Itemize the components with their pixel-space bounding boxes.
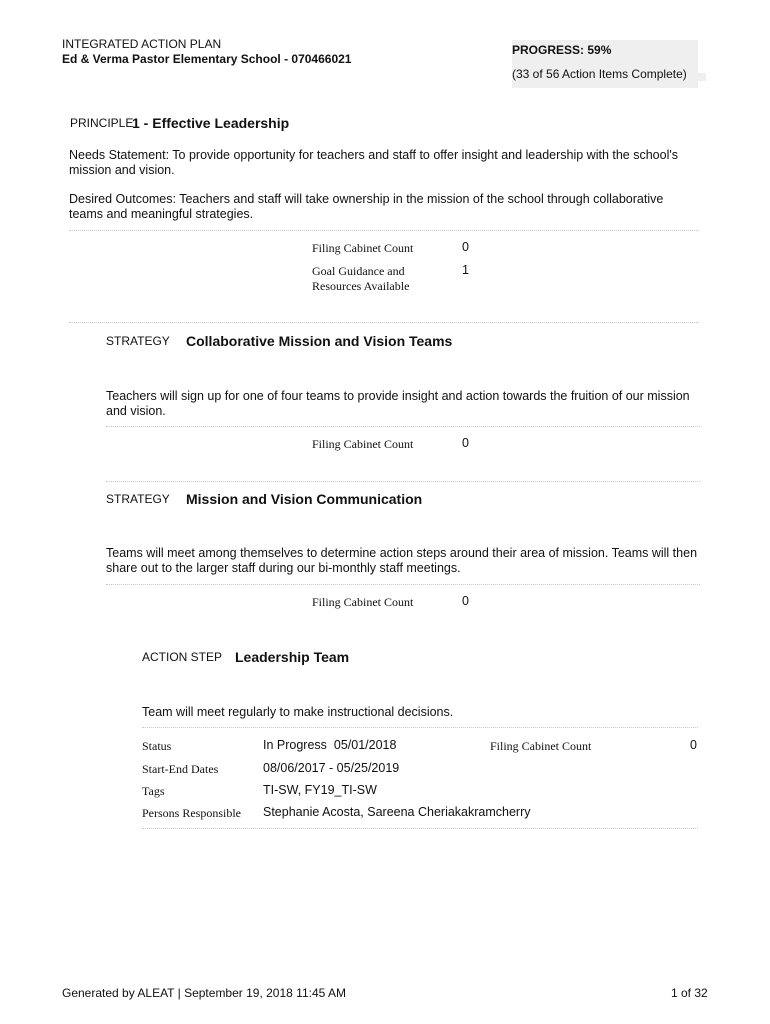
action-step-description: Team will meet regularly to make instructional decisions.: [142, 705, 454, 719]
principle-filing-value: 0: [462, 240, 469, 254]
strategy-label: STRATEGY: [106, 334, 170, 348]
action-filing-label: Filing Cabinet Count: [490, 739, 592, 753]
strategy-title: Collaborative Mission and Vision Teams: [186, 333, 453, 349]
tags-label: Tags: [142, 784, 165, 798]
plan-title: INTEGRATED ACTION PLAN: [62, 37, 222, 51]
footer-page-number: 1 of 32: [671, 986, 708, 1000]
action-filing-value: 0: [690, 738, 697, 752]
strategy-filing-label: Filing Cabinet Count: [312, 595, 414, 609]
school-name: Ed & Verma Pastor Elementary School - 070466021: [62, 52, 352, 66]
goal-guidance-label: Goal Guidance and Resources Available: [312, 264, 410, 293]
principle-filing-label: Filing Cabinet Count: [312, 241, 414, 255]
strategy-title: Mission and Vision Communication: [186, 491, 423, 507]
strategy-filing-label: Filing Cabinet Count: [312, 437, 414, 451]
dates-value: 08/06/2017 - 05/25/2019: [263, 761, 400, 775]
persons-label: Persons Responsible: [142, 806, 241, 820]
progress-detail: (33 of 56 Action Items Complete): [512, 67, 687, 81]
status-label: Status: [142, 739, 172, 753]
action-step-title: Leadership Team: [235, 649, 350, 665]
status-value: In Progress 05/01/2018: [263, 738, 397, 752]
goal-guidance-value: 1: [462, 263, 469, 277]
strategy-description: Teams will meet among themselves to determine action steps around their area of mission. Teams will then share out to the larger staff during our bi-monthly staff meetings.: [106, 546, 698, 575]
footer-generated: Generated by ALEAT | September 19, 2018 11:45 AM: [62, 986, 346, 1000]
progress-label: PROGRESS: 59%: [512, 43, 612, 57]
strategy-filing-value: 0: [462, 594, 469, 608]
strategy-filing-value: 0: [462, 436, 469, 450]
needs-statement: Needs Statement: To provide opportunity for teachers and staff to offer insight and leadership with the school's mission and vision.: [69, 148, 679, 177]
strategy-description: Teachers will sign up for one of four teams to provide insight and action towards the fruition of our mission and vision.: [106, 389, 690, 418]
dates-label: Start-End Dates: [142, 762, 219, 776]
action-step-label: ACTION STEP: [142, 650, 223, 664]
principle-label: PRINCIPLE: [70, 116, 134, 130]
desired-outcomes: Desired Outcomes: Teachers and staff will take ownership in the mission of the school through collaborative teams and meaningful strategies.: [69, 192, 664, 221]
progress-box: [512, 40, 698, 88]
principle-title: 1 - Effective Leadership: [132, 115, 290, 131]
tags-value: TI-SW, FY19_TI-SW: [263, 783, 377, 797]
persons-value: Stephanie Acosta, Sareena Cheriakakramcherry: [263, 805, 531, 819]
strategy-label: STRATEGY: [106, 492, 170, 506]
